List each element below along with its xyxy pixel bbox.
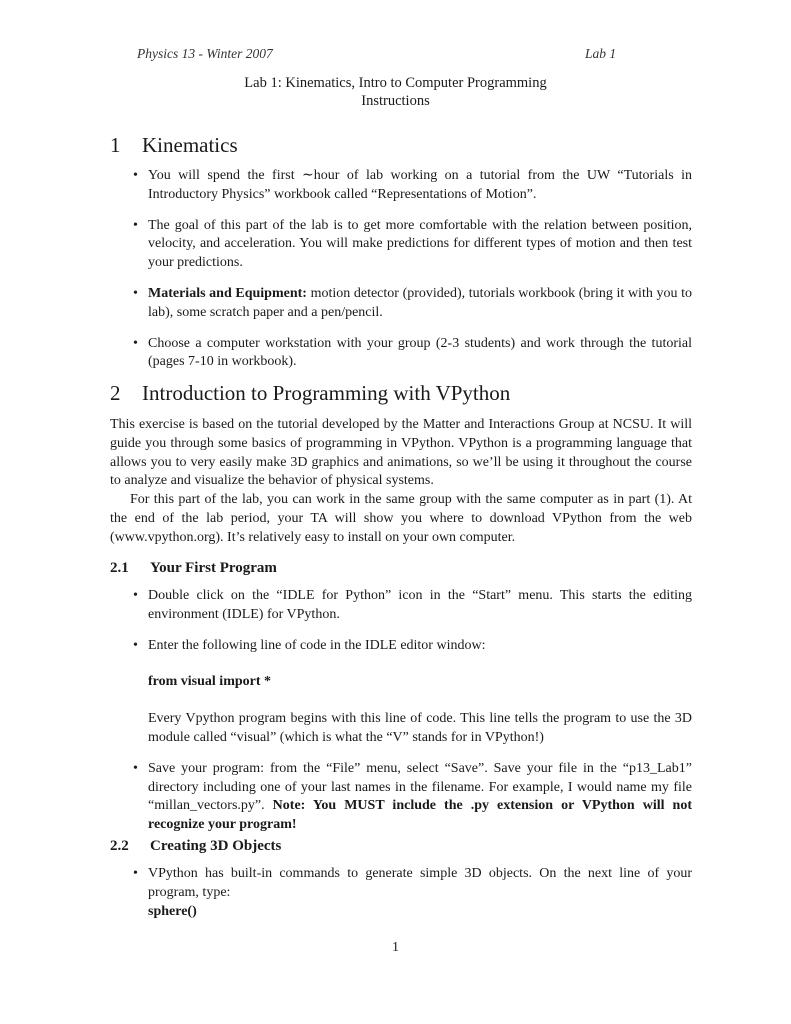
subsection-2-1-heading [110, 560, 277, 577]
section-number: 2 [110, 381, 121, 405]
list-item-text: VPython has built-in commands to generate simple 3D objects. On the next line of your program, type: [148, 866, 692, 900]
document-subtitle: Instructions [361, 93, 430, 109]
list-item [130, 760, 692, 835]
list-item-text: Save your program: from the “File” menu, select “Save”. Save your file in the “p13_Lab1” directory including one of your last names in the filename. For example, I would name my file “millan_vectors.py”. [148, 760, 692, 814]
section-1-heading [110, 133, 238, 158]
list-item [130, 167, 692, 205]
list-item-note: Note: You MUST include the .py extension or VPython will not recognize your program! [148, 798, 692, 833]
subsection-2-1-bullet-list [130, 587, 692, 847]
section-2-body [110, 416, 692, 548]
list-item-text: Every Vpython program begins with this line of code. This line tells the program to use the 3D module called “visual” (which is what the “V” stands for in VPython!) [148, 711, 692, 745]
subsection-number: 2.2 [110, 838, 129, 854]
subsection-2-2-heading [110, 838, 281, 855]
running-header-left: Physics 13 - Winter 2007 [137, 46, 273, 61]
list-item [130, 285, 692, 323]
list-item [130, 217, 692, 273]
section-2-heading [110, 381, 510, 406]
subsection-title: Your First Program [150, 560, 277, 576]
section-number: 1 [110, 133, 121, 157]
document-title: Lab 1: Kinematics, Intro to Computer Programming [244, 75, 547, 91]
subsection-title: Creating 3D Objects [150, 838, 282, 854]
paragraph: For this part of the lab, you can work in the same group with the same computer as in part (1). At the end of the lab period, your TA will show you where to download VPython from the web (www.vpython.org). It’s relatively easy to install on your own computer. [110, 492, 692, 545]
subsection-number: 2.1 [110, 560, 129, 576]
paragraph: This exercise is based on the tutorial developed by the Matter and Interactions Group at NCSU. It will guide you through some basics of programming in VPython. VPython is a programming language that allows you to very easily make 3D graphics and animations, so we’ll be using it throughout the course to analyze and visualize the behavior of physical systems. [110, 417, 692, 489]
list-item [130, 335, 692, 373]
list-item-bold-label: Materials and Equipment: [148, 285, 307, 301]
section-1-bullet-list [130, 167, 692, 384]
list-item-text: motion detector (provided), tutorials workbook (bring it with you to lab), some scratch paper and a pen/pencil. [148, 285, 692, 320]
list-item-text: You will spend the first ∼hour of lab working on a tutorial from the UW “Tutorials in Introductory Physics” workbook called “Representations of Motion”. [148, 168, 692, 202]
list-item [130, 865, 692, 921]
list-item-text: Choose a computer workstation with your group (2-3 students) and work through the tutorial (pages 7-10 in workbook). [148, 335, 692, 370]
list-item [130, 637, 692, 748]
list-item [130, 587, 692, 625]
code-line: from visual import * [148, 674, 272, 690]
subsection-2-2-bullet-list [130, 865, 692, 933]
list-item-text: Enter the following line of code in the IDLE editor window: [148, 637, 486, 653]
list-item-text: The goal of this part of the lab is to get more comfortable with the relation between position, velocity, and acceleration. You will make predictions for different types of motion and then test your predictions. [148, 217, 692, 271]
running-header-right: Lab 1 [585, 46, 617, 61]
code-line: sphere() [148, 903, 197, 919]
section-title: Introduction to Programming with VPython [142, 381, 511, 405]
list-item-text: Double click on the “IDLE for Python” icon in the “Start” menu. This starts the editing environment (IDLE) for VPython. [148, 588, 692, 622]
page-number: 1 [392, 940, 399, 955]
section-title: Kinematics [142, 133, 238, 157]
